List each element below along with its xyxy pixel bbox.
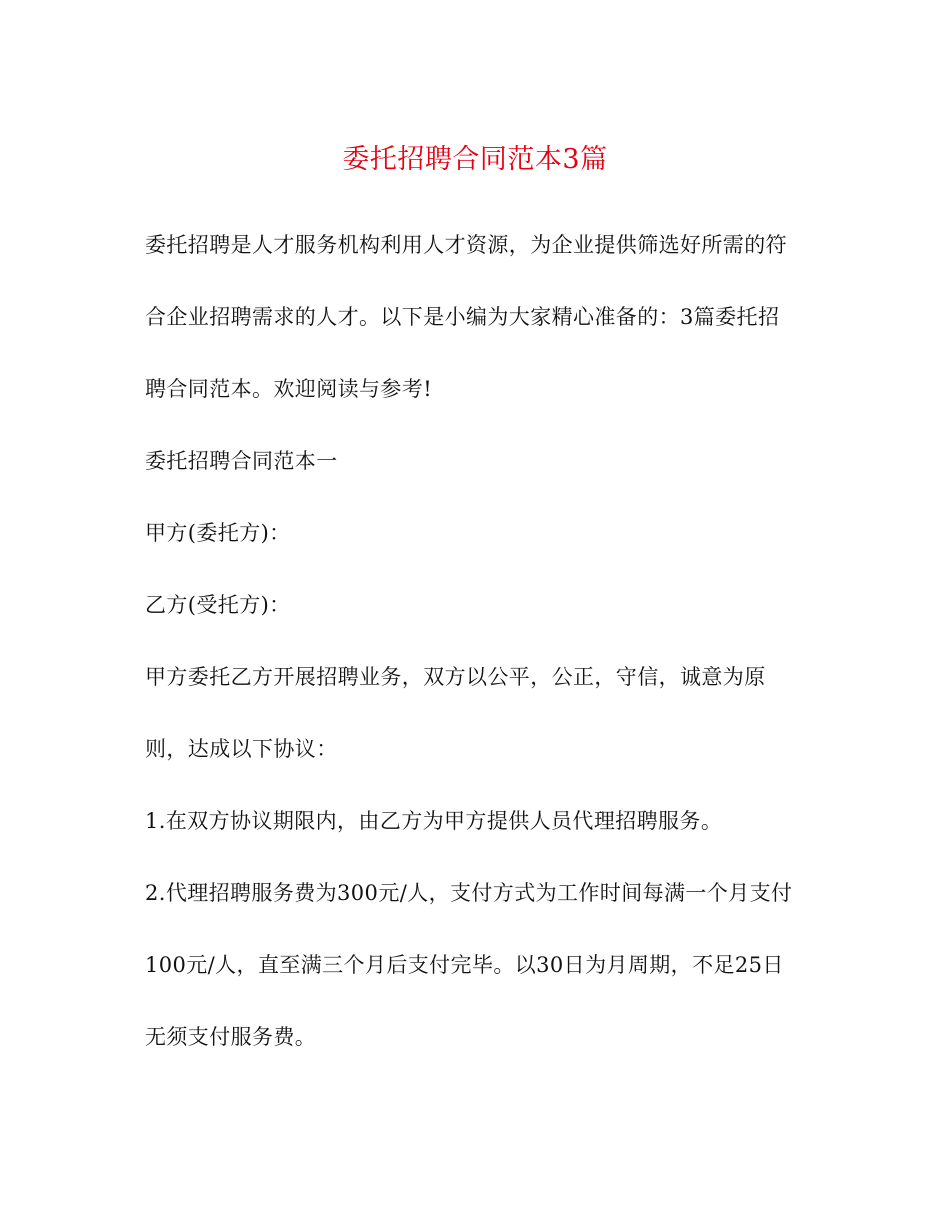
intro-line-3: 聘合同范本。欢迎阅读与参考!	[145, 377, 433, 401]
intro-line-1: 委托招聘是人才服务机构利用人才资源，为企业提供筛选好所需的符	[145, 233, 787, 257]
clause-2-line-2: 100元/人，直至满三个月后支付完毕。以30日为月周期，不足25日	[145, 953, 784, 977]
clause-1: 1.在双方协议期限内，由乙方为甲方提供人员代理招聘服务。	[145, 809, 723, 833]
section-heading: 委托招聘合同范本一	[145, 449, 338, 473]
clause-2-line-3: 无须支付服务费。	[145, 1025, 317, 1049]
document-title: 委托招聘合同范本3篇	[342, 144, 608, 175]
agreement-line-1: 甲方委托乙方开展招聘业务，双方以公平，公正，守信，诚意为原	[145, 665, 766, 689]
clause-2-line-1: 2.代理招聘服务费为300元/人，支付方式为工作时间每满一个月支付	[145, 881, 793, 905]
party-b-line: 乙方(受托方)：	[145, 593, 291, 617]
intro-line-2: 合企业招聘需求的人才。以下是小编为大家精心准备的：3篇委托招	[145, 305, 780, 329]
party-a-line: 甲方(委托方)：	[145, 521, 291, 545]
agreement-line-2: 则，达成以下协议：	[145, 737, 338, 761]
